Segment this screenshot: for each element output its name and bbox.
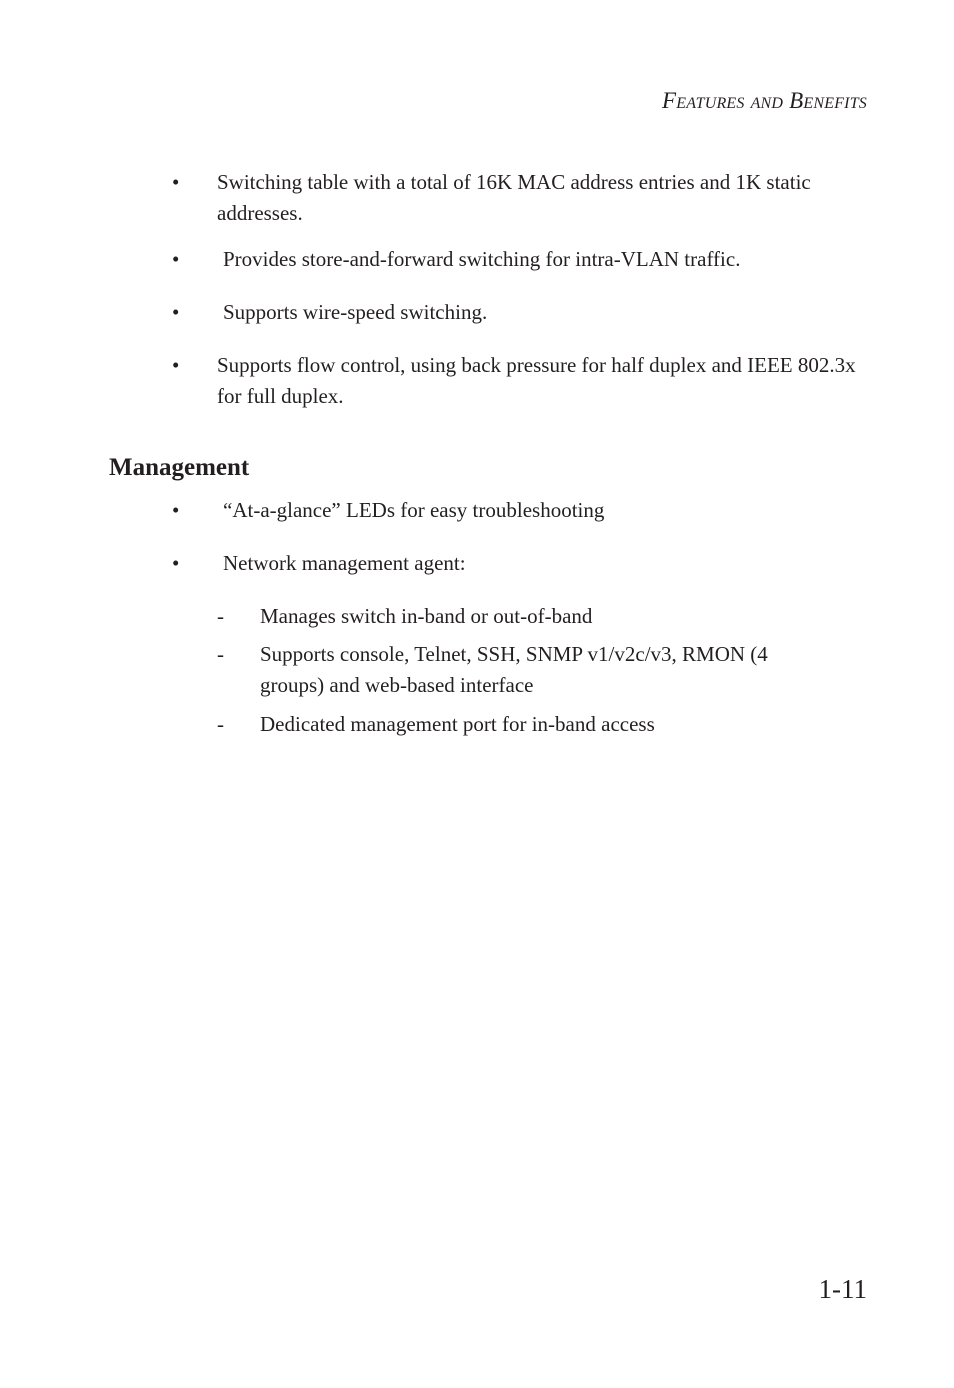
bullet-text: Provides store-and-forward switching for intra-VLAN traffic.	[223, 247, 741, 271]
header-initial-b: B	[789, 88, 804, 113]
bullet-marker: •	[172, 247, 180, 271]
dash-marker: -	[217, 642, 224, 666]
bullet-marker: •	[172, 353, 180, 377]
bullet-text: Switching table with a total of 16K MAC address entries and 1K static addresses.	[217, 170, 811, 225]
sub-item-text: Supports console, Telnet, SSH, SNMP v1/v2c/v3, RMON (4 groups) and web-based interface	[260, 642, 768, 697]
bullet-text: “At-a-glance” LEDs for easy troubleshooting	[223, 498, 605, 522]
dash-marker: -	[217, 712, 224, 736]
bullet-text: Supports flow control, using back pressure for half duplex and IEEE 802.3x for full duplex.	[217, 353, 856, 408]
header-features-rest: EATURES	[676, 95, 745, 112]
bullet-text: Network management agent:	[223, 551, 466, 575]
header-benefits-rest: ENEFITS	[803, 95, 867, 112]
bullet-text: Supports wire-speed switching.	[223, 300, 488, 324]
sub-item-text: Manages switch in-band or out-of-band	[260, 604, 593, 628]
section-heading-management: Management	[109, 454, 250, 481]
sub-item-text: Dedicated management port for in-band access	[260, 712, 655, 736]
running-header	[662, 88, 867, 114]
header-initial-f: F	[662, 88, 677, 113]
bullet-marker: •	[172, 170, 180, 194]
page-number: 1-11	[818, 1274, 867, 1304]
bullet-marker: •	[172, 551, 180, 575]
bullet-marker: •	[172, 498, 180, 522]
header-and: AND	[750, 95, 784, 112]
dash-marker: -	[217, 604, 224, 628]
bullet-marker: •	[172, 300, 180, 324]
